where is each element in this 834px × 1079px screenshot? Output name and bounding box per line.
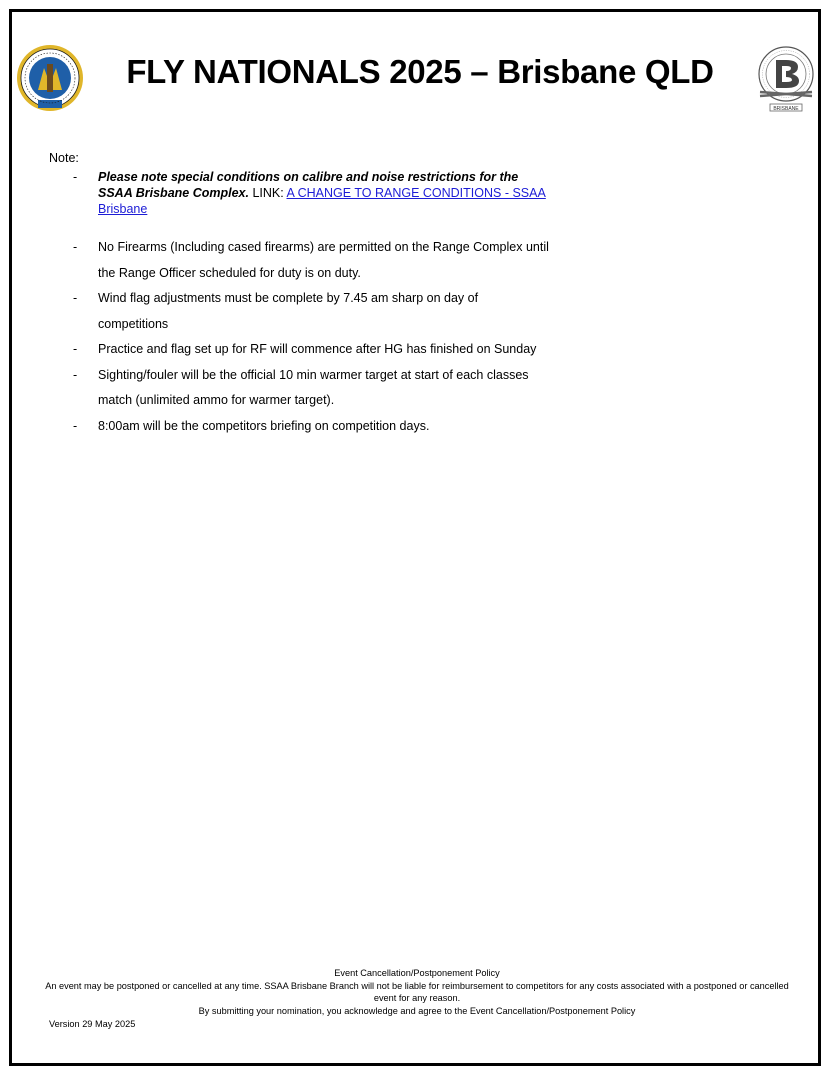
note-item-text: Sighting/fouler will be the official 10 min warmer target at start of each classes match (unlimited ammo for warmer target). <box>98 367 529 407</box>
note-item-text: Practice and flag set up for RF will commence after HG has finished on Sunday <box>98 342 537 356</box>
link-prefix: LINK: <box>248 186 287 200</box>
list-item: - Wind flag adjustments must be complete by 7.45 am sharp on day of competitions <box>73 291 479 331</box>
svg-text:BRISBANE: BRISBANE <box>773 105 799 112</box>
note-item-text: Wind flag adjustments must be complete by 7.45 am sharp on day of competitions <box>98 291 479 331</box>
policy-title: Event Cancellation/Postponement Policy <box>334 968 500 978</box>
list-item: - Sighting/fouler will be the official 10 min warmer target at start of each classes match (unlimited ammo for warmer target). <box>73 367 529 407</box>
list-item: - No Firearms (Including cased firearms) are permitted on the Range Complex until the Range Officer scheduled for duty is on duty. <box>73 240 549 280</box>
note-list <box>49 169 549 439</box>
version-label: Version 29 May 2025 <box>49 1019 136 1029</box>
note-item-text: No Firearms (Including cased firearms) are permitted on the Range Complex until the Range Officer scheduled for duty is on duty. <box>98 240 549 280</box>
list-item: - Please note special conditions on calibre and noise restrictions for the SSAA Brisbane Complex. LINK: A CHANGE TO RANGE CONDITIONS - SSAA Brisbane <box>73 170 546 216</box>
cancellation-policy <box>40 967 794 1017</box>
note-label: Note: <box>49 151 79 165</box>
range-conditions-link[interactable]: A CHANGE TO RANGE CONDITIONS - SSAA Brisbane <box>98 186 546 216</box>
policy-text: An event may be postponed or cancelled at any time. SSAA Brisbane Branch will not be liable for reimbursement to competitors for any costs associated with a postponed or cancelled event for any reason. <box>45 980 789 1003</box>
range-conditions-notice: Please note special conditions on calibre and noise restrictions for the SSAA Brisbane Complex. <box>98 170 519 200</box>
policy-acknowledgement: By submitting your nomination, you acknowledge and agree to the Event Cancellation/Postponement Policy <box>198 1005 636 1016</box>
page-title: FLY NATIONALS 2025 – Brisbane QLD <box>126 53 714 90</box>
page-border <box>9 9 821 1066</box>
list-item: - 8:00am will be the competitors briefing on competition days. <box>73 418 430 433</box>
list-item: - Practice and flag set up for RF will commence after HG has finished on Sunday <box>73 342 537 356</box>
note-item-text: 8:00am will be the competitors briefing on competition days. <box>98 418 430 433</box>
